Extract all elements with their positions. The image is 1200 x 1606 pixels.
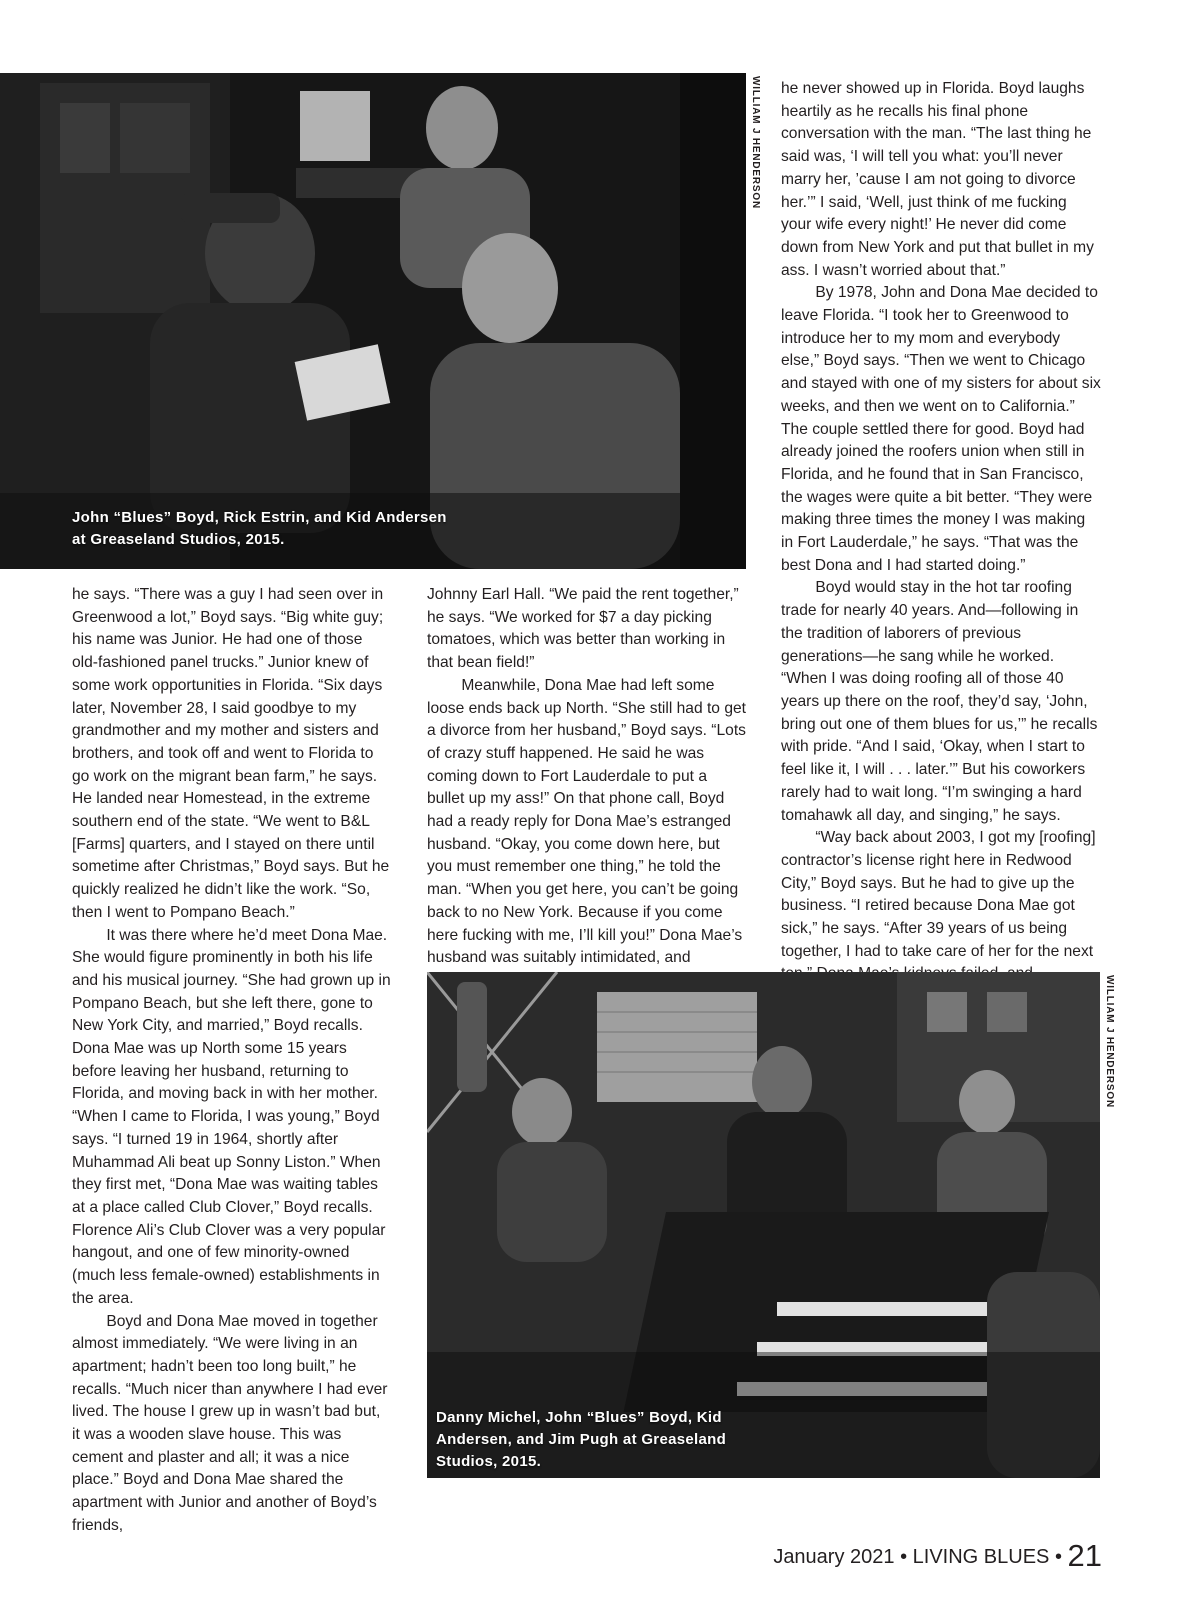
column1-paragraph-2: It was there where he’d meet Dona Mae. She would figure prominently in both his life and his musical journey. “She had grown up in Pompano Beach, but she left there, gone to New York City, and married,” Boyd recalls. Dona Mae was up North some 15 years before leaving her husband, returning to Florida, and moving back in with her mother. “When I came to Florida, I was young,” Boyd says. “I turned 19 in 1964, shortly after Muhammad Ali beat up Sonny Liston.” When they first met, “Dona Mae was waiting tables at a place called Club Clover,” Boyd recalls. Florence Ali’s Club Clover was a very popular hangout, and one of few minority-owned (much less female-owned) establishments in the area. — [72, 926, 391, 1307]
photo-top-scene — [0, 73, 746, 569]
column3-paragraph-2: By 1978, John and Dona Mae decided to leave Florida. “I took her to Greenwood to introduce her to my mom and everybody else,” Boyd says. “Then we went to Chicago and stayed with one of my sisters for about six weeks, and then we went on to California.” The couple settled there for good. Boyd had already joined the roofers union when still in Florida, and he found that in San Francisco, the wages were quite a bit better. “They were making three times the money I was making in Fort Lauderdale,” he says. “That was the best Dona and I had started doing.” — [781, 284, 1101, 574]
column2-paragraph-2: Meanwhile, Dona Mae had left some loose ends back up North. “She still had to get a divorce from her husband,” Boyd says. “Lots of crazy stuff happened. He said he was coming down to Fort Lauderdale to put a bullet up my ass!” On that phone call, Boyd had a ready reply for Dona Mae’s estranged husband. “Okay, you come down here, but you must remember one thing,” he told the man. “When you get here, you can’t be going back to no New York. Because if you come here fucking with me, I’ll kill you!” Dona Mae’s husband was suitably intimidated, and — [427, 676, 746, 967]
column3-paragraph-3: Boyd would stay in the hot tar roofing trade for nearly 40 years. And—following in the tradition of laborers of previous generations—he sang while he worked. “When I was doing roofing all of those 40 years up there on the roof, they’d say, ‘John, bring out one of them blues for us,’” he recalls with pride. “And I said, ‘Okay, when I start to feel like it, I will . . . later.’” But his coworkers rarely had to wait long. “I’m swinging a hard tomahawk all day, and singing,” he says. — [781, 579, 1098, 824]
article-column-3 — [781, 78, 1101, 986]
photo-bottom-caption-line1: Danny Michel, John “Blues” Boyd, Kid — [436, 1409, 722, 1426]
column3-paragraph-4: “Way back about 2003, I got my [roofing] contractor’s license right here in Redwood City,” Boyd says. But he had to give up the business. “I retired because Dona Mae got sick,” he says. “After 39 years of us being together, I had to take care of her for the next — [781, 829, 1096, 960]
column3-paragraph-1: he never showed up in Florida. Boyd laughs heartily as he recalls his final phone conversation with the man. “The last thing he said was, ‘I will tell you what: you’ll never marry her, ’cause I am not going to divorce her.’” I said, ‘Well, just think of me fucking your wife every night!’ He never did come down from New York and put that bullet in my ass. I wasn’t worried about that.” — [781, 80, 1094, 279]
column1-paragraph-3: Boyd and Dona Mae moved in together almost immediately. “We were living in an apartment; hadn’t been too long built,” he recalls. “Much nicer than anywhere I had ever lived. The house I grew up in wasn’t bad but, it was a wooden slave house. This was cement and plaster and all; it was a nice place.” Boyd and Dona Mae shared the apartment with Junior and another of Boyd’s friends, — [72, 1312, 388, 1534]
folio-bullet-1: • — [900, 1546, 908, 1568]
page-number: 21 — [1067, 1538, 1102, 1573]
issue-date: January 2021 — [773, 1546, 895, 1568]
article-column-2 — [427, 584, 747, 970]
photo-top-credit: WILLIAM J HENDERSON — [750, 76, 761, 209]
photo-top-caption-line1: John “Blues” Boyd, Rick Estrin, and Kid Andersen — [72, 509, 447, 526]
photo-bottom-credit: WILLIAM J HENDERSON — [1104, 975, 1115, 1108]
article-column-1 — [72, 584, 392, 1538]
folio-bullet-2: • — [1054, 1546, 1062, 1568]
column1-paragraph-1: he says. “There was a guy I had seen over in Greenwood a lot,” Boyd says. “Big white guy; his name was Junior. He had one of those old-fashioned panel trucks.” Junior knew of some work opportunities in Florida. “Six days later, November 28, I said goodbye to my grandmother and my mother and sisters and brothers, and took off and went to Florida to go work on the migrant bean farm,” he says. He landed near Homestead, in the extreme southern end of the state. “We went to B&L [Farms] quarters, and I stayed on there until sometime after Christmas,” Boyd says. But he quickly realized he didn’t like the work. “So, then I went to Pompano Beach.” — [72, 586, 390, 921]
photo-bottom-caption-line3: Studios, 2015. — [436, 1453, 542, 1470]
column2-paragraph-1: Johnny Earl Hall. “We paid the rent together,” he says. “We worked for $7 a day picking tomatoes, which was better than working in that bean field!” — [427, 586, 739, 672]
photo-top-caption-line2: at Greaseland Studios, 2015. — [72, 531, 285, 548]
photo-top — [0, 73, 746, 569]
photo-bottom-scene — [427, 972, 1100, 1478]
magazine-name: LIVING BLUES — [912, 1546, 1050, 1568]
page-folio — [773, 1538, 1102, 1574]
photo-bottom-caption-line2: Andersen, and Jim Pugh at Greaseland — [436, 1431, 727, 1448]
photo-bottom — [427, 972, 1100, 1478]
